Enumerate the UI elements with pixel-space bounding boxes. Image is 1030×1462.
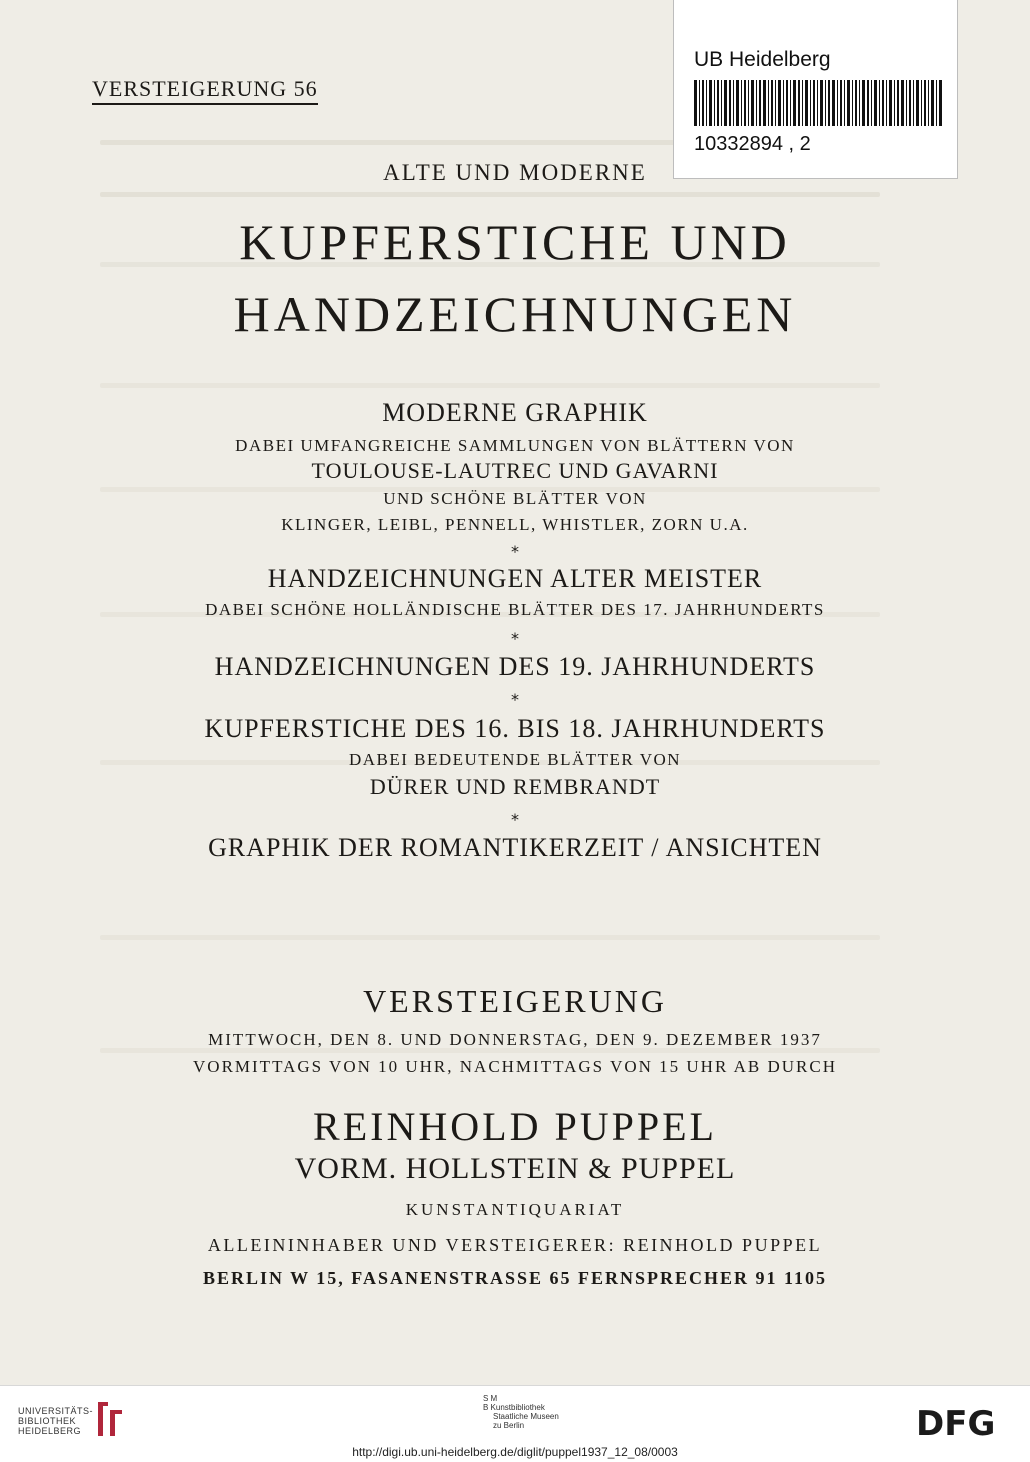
moderne-names-1: TOULOUSE-LAUTREC UND GAVARNI: [311, 458, 719, 483]
star-separator: *: [511, 810, 519, 829]
title-overline: ALTE UND MODERNE: [383, 160, 647, 185]
barcode: [694, 80, 942, 126]
university-logo-icon: [94, 1400, 126, 1438]
moderne-sub-2: UND SCHÖNE BLÄTTER VON: [383, 489, 647, 508]
viewer-footer: [0, 1385, 1030, 1462]
uni-line: BIBLIOTHEK: [18, 1416, 77, 1426]
star-separator: *: [511, 629, 519, 648]
title-line-1: KUPFERSTICHE UND: [239, 214, 791, 270]
show-through-line: [100, 383, 880, 388]
page-url[interactable]: http://digi.ub.uni-heidelberg.de/diglit/puppel1937_12_08/0003: [352, 1445, 678, 1459]
uni-line: UNIVERSITÄTS-: [18, 1406, 94, 1416]
library-number: 10332894 , 2: [694, 133, 811, 155]
moderne-names-2: KLINGER, LEIBL, PENNELL, WHISTLER, ZORN U.A.: [281, 515, 749, 534]
uni-line: HEIDELBERG: [18, 1426, 82, 1436]
sm-kunstbibliothek-text: [483, 1394, 559, 1430]
firm-address: BERLIN W 15, FASANENSTRASSE 65 FERNSPRECHER 91 1105: [202, 1268, 828, 1288]
sm-line: zu Berlin: [493, 1421, 525, 1430]
show-through-line: [100, 192, 880, 197]
moderne-heading: MODERNE GRAPHIK: [382, 398, 648, 427]
kupferstiche-sub: DABEI BEDEUTENDE BLÄTTER VON: [348, 750, 682, 769]
alte-meister-sub: DABEI SCHÖNE HOLLÄNDISCHE BLÄTTER DES 17. JAHRHUNDERTS: [205, 600, 825, 619]
firm-former-name: VORM. HOLLSTEIN & PUPPEL: [294, 1152, 736, 1185]
firm-type: KUNSTANTIQUARIAT: [405, 1200, 625, 1219]
auction-date: MITTWOCH, DEN 8. UND DONNERSTAG, DEN 9. DEZEMBER 1937: [208, 1030, 822, 1049]
star-separator: *: [511, 690, 519, 709]
sm-line: S M: [483, 1394, 498, 1403]
series-number: VERSTEIGERUNG 56: [92, 76, 318, 105]
kupferstiche-heading: KUPFERSTICHE DES 16. BIS 18. JAHRHUNDERTS: [204, 714, 826, 743]
auction-heading: VERSTEIGERUNG: [363, 983, 667, 1019]
romantik-heading: GRAPHIK DER ROMANTIKERZEIT / ANSICHTEN: [208, 833, 822, 862]
star-separator: *: [511, 542, 519, 561]
alte-meister-heading: HANDZEICHNUNGEN ALTER MEISTER: [267, 564, 763, 593]
university-library-text: [18, 1406, 93, 1436]
firm-name: REINHOLD PUPPEL: [313, 1104, 717, 1149]
sm-line: Staatliche Museen: [493, 1412, 559, 1421]
kupferstiche-names: DÜRER UND REMBRANDT: [369, 774, 661, 799]
neunzehn-heading: HANDZEICHNUNGEN DES 19. JAHRHUNDERTS: [214, 652, 816, 681]
library-name: UB Heidelberg: [694, 48, 831, 71]
sm-line: B Kunstbibliothek: [483, 1403, 545, 1412]
firm-owner: ALLEININHABER UND VERSTEIGERER: REINHOLD PUPPEL: [207, 1235, 823, 1255]
show-through-line: [100, 935, 880, 940]
title-line-2: HANDZEICHNUNGEN: [233, 286, 797, 342]
moderne-sub-1: DABEI UMFANGREICHE SAMMLUNGEN VON BLÄTTERN VON: [235, 436, 795, 455]
auction-time: VORMITTAGS VON 10 UHR, NACHMITTAGS VON 15 UHR AB DURCH: [193, 1057, 837, 1076]
library-label: [673, 0, 958, 179]
dfg-logo: DFG: [916, 1404, 996, 1444]
